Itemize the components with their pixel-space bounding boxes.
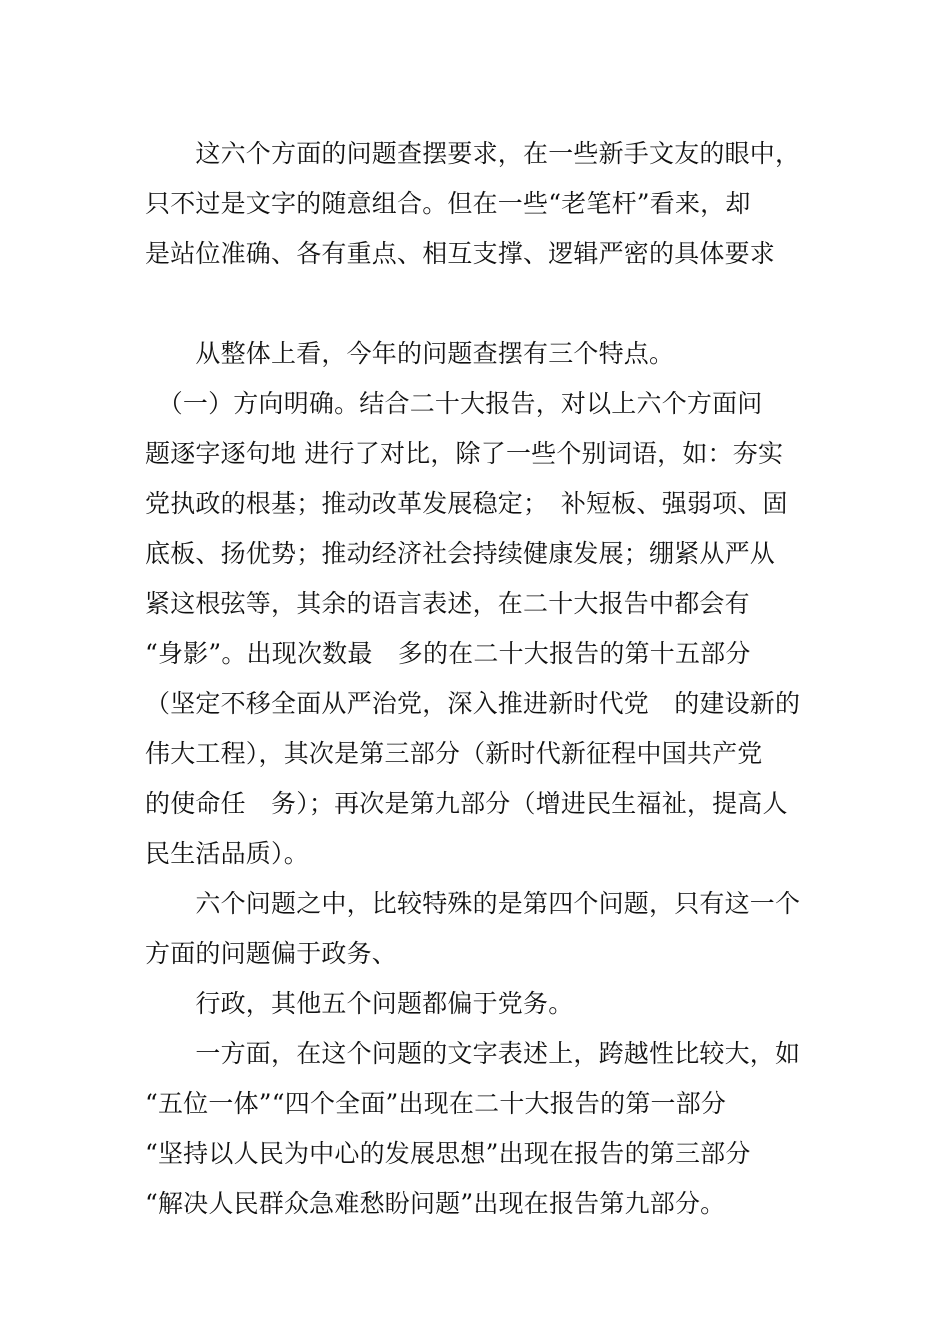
paragraph-line: 从整体上看，今年的问题查摆有三个特点。 xyxy=(145,339,675,368)
paragraph-line: 党执政的根基；推动改革发展稳定； 补短板、强弱项、固 xyxy=(145,489,788,518)
paragraph-line: 方面的问题偏于政务、 xyxy=(145,939,398,968)
paragraph-line: “坚持以人民为中心的发展思想”出现在报告的第三部分 xyxy=(145,1139,751,1168)
paragraph-line: 底板、扬优势；推动经济社会持续健康发展；绷紧从严从 xyxy=(145,539,776,568)
paragraph-line: 民生活品质）。 xyxy=(145,839,309,868)
paragraph-line: 六个问题之中，比较特殊的是第四个问题，只有这一个 xyxy=(145,889,801,918)
paragraph-line: “五位一体”“四个全面”出现在二十大报告的第一部分 xyxy=(145,1089,727,1118)
paragraph-line: （一）方向明确。结合二十大报告，对以上六个方面问 xyxy=(145,389,763,418)
paragraph-line: 一方面，在这个问题的文字表述上，跨越性比较大，如 xyxy=(145,1039,801,1068)
paragraph-line: 题逐字逐句地 进行了对比，除了一些个别词语，如：夯实 xyxy=(145,439,784,468)
paragraph-line: 这六个方面的问题查摆要求，在一些新手文友的眼中， xyxy=(145,139,801,168)
paragraph-line: （坚定不移全面从严治党，深入推进新时代党 的建设新的 xyxy=(145,689,801,718)
paragraph-line: “身影”。出现次数最 多的在二十大报告的第十五部分 xyxy=(145,639,751,668)
paragraph-line: 只不过是文字的随意组合。但在一些“老笔杆”看来，却 xyxy=(145,189,751,218)
paragraph-line: “解决人民群众急难愁盼问题”出现在报告第九部分。 xyxy=(145,1189,726,1218)
paragraph-line: 紧这根弦等，其余的语言表述，在二十大报告中都会有 xyxy=(145,589,750,618)
paragraph-line: 伟大工程），其次是第三部分（新时代新征程中国共产党 xyxy=(145,739,763,768)
paragraph-line: 行政，其他五个问题都偏于党务。 xyxy=(145,989,574,1018)
paragraph-line: 是站位准确、各有重点、相互支撑、逻辑严密的具体要求 xyxy=(145,239,776,268)
paragraph-line: 的使命任 务）；再次是第九部分（增进民生福祉，提高人 xyxy=(145,789,788,818)
